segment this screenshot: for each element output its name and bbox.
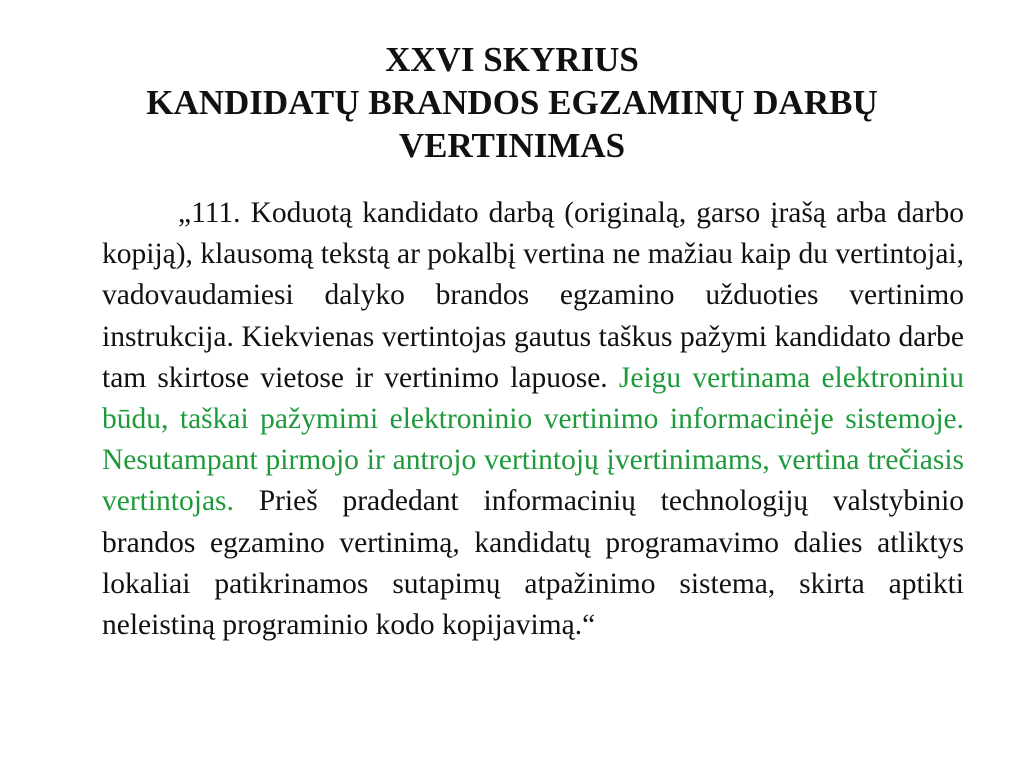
chapter-title-line-2: VERTINIMAS <box>398 126 626 165</box>
paragraph-111 <box>102 193 964 646</box>
chapter-heading <box>0 38 1024 167</box>
amended-text-highlight: Jeigu vertinama elektroniniu būdu, taškai pažymimi elektroninio vertinimo informacinėje sistemoje. Nesutampant pirmojo ir antrojo vertintojų įvertinimams, vertina trečiasis vertintojas. <box>102 361 964 518</box>
paragraph-text-end: Prieš pradedant informacinių technologijų valstybinio brandos egzamino vertinimą, kandidatų programavimo dalies atliktys lokaliai patikrinamos sutapimų atpažinimo sistema, skirta aptikti neleistiną programinio kodo kopijavimą.“ <box>102 485 965 642</box>
chapter-title-line-1: KANDIDATŲ BRANDOS EGZAMINŲ DARBŲ <box>146 83 878 122</box>
paragraph-text-start: „111. Koduotą kandidato darbą (originalą, garso įrašą arba darbo kopiją), klausomą tekstą ar pokalbį vertina ne mažiau kaip du vertintojai, vadovaudamiesi dalyko brandos egzamino užduoties vertinimo instrukcija. Kiekvienas vertintojas gautus taškus pažymi kandidato darbe tam skirtose vietose ir vertinimo lapuose. <box>102 197 964 394</box>
chapter-number: XXVI SKYRIUS <box>385 40 639 79</box>
